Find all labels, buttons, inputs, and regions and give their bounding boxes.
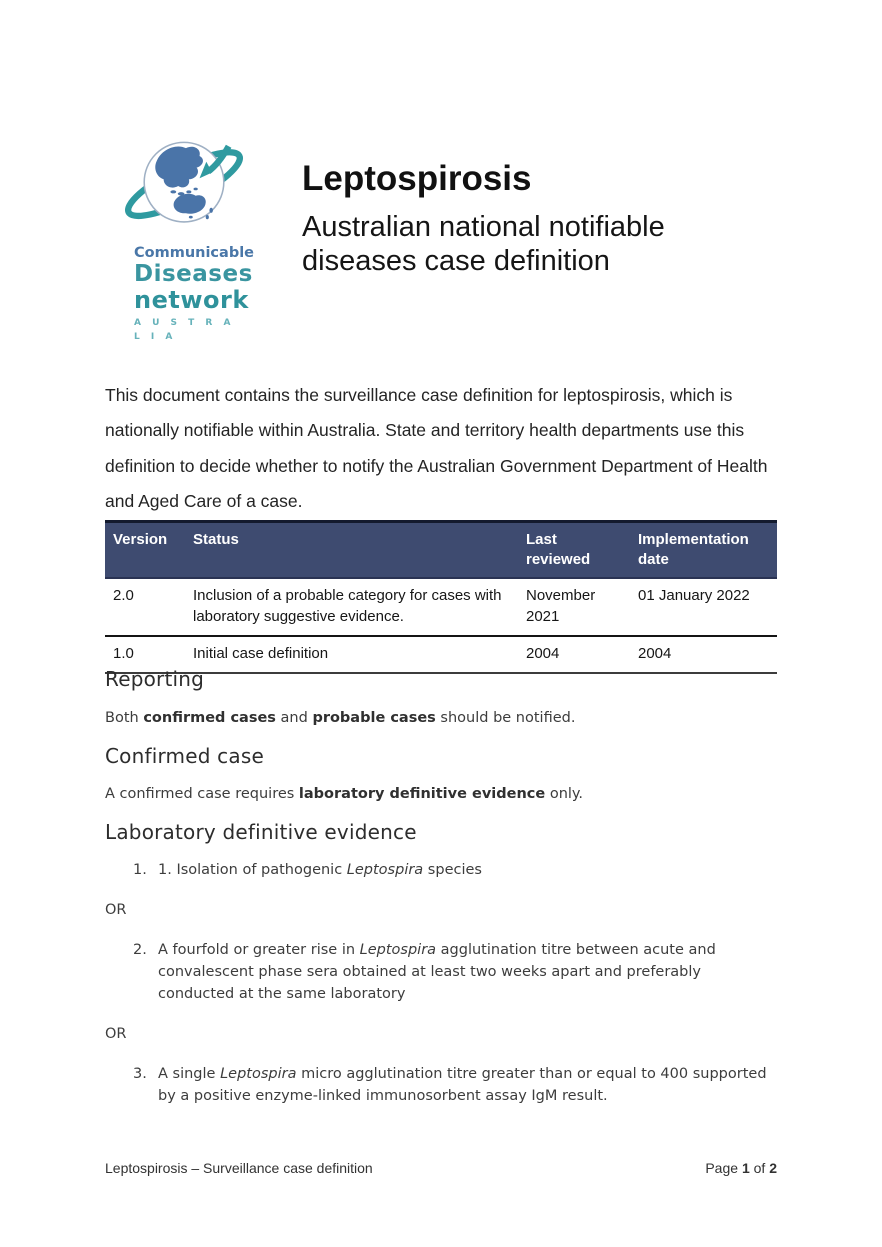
confirmed-bold-lab-definitive-evidence: laboratory definitive evidence <box>298 786 546 802</box>
footer-of-word: of <box>753 1160 766 1176</box>
list-item <box>105 939 781 1005</box>
section-heading-confirmed-case: Confirmed case <box>105 744 264 768</box>
document-header <box>118 133 665 344</box>
globe-swoosh-icon <box>118 133 250 241</box>
reporting-text-1: Both <box>105 710 144 726</box>
cdna-logo <box>118 133 255 344</box>
cell-status: Initial case definition <box>185 636 518 673</box>
logo-word-australia: A U S T R A L I A <box>134 318 235 342</box>
title-block <box>302 133 665 344</box>
column-header-status: Status <box>185 522 518 579</box>
column-header-implementation-date: Implementation date <box>630 522 777 579</box>
cell-implementation-date: 01 January 2022 <box>630 578 777 636</box>
table-header-row <box>105 522 777 579</box>
item1-italic-leptospira: Leptospira <box>346 862 424 878</box>
confirmed-case-paragraph <box>105 783 781 805</box>
table-row <box>105 578 777 636</box>
page-title: Leptospirosis <box>302 159 532 198</box>
section-heading-reporting: Reporting <box>105 667 205 691</box>
cell-version: 1.0 <box>105 636 185 673</box>
logo-word-communicable: Communicable <box>134 245 255 261</box>
confirmed-text-2: only. <box>545 786 584 802</box>
reporting-paragraph <box>105 707 781 729</box>
section-heading-lab-definitive-evidence: Laboratory definitive evidence <box>105 820 417 844</box>
cell-last-reviewed: November 2021 <box>518 578 630 636</box>
logo-word-network: network <box>134 286 249 314</box>
cell-last-reviewed: 2004 <box>518 636 630 673</box>
page-subtitle-line-1: Australian national notifiable <box>302 211 665 243</box>
list-item-text <box>158 1063 781 1107</box>
footer-page-indicator <box>705 1160 777 1176</box>
list-item-number: 2. <box>133 942 147 958</box>
reporting-bold-probable-cases: probable cases <box>312 710 436 726</box>
column-header-last-reviewed: Last reviewed <box>518 522 630 579</box>
or-separator: OR <box>105 902 127 918</box>
list-item <box>105 859 781 881</box>
footer-total-pages: 2 <box>769 1160 777 1176</box>
item3-italic-leptospira: Leptospira <box>220 1066 297 1082</box>
footer-page-word: Page <box>705 1160 739 1176</box>
confirmed-text-1: A confirmed case requires <box>105 786 299 802</box>
cell-implementation-date: 2004 <box>630 636 777 673</box>
reporting-text-2: and <box>275 710 313 726</box>
page-subtitle-line-2: diseases case definition <box>302 245 610 277</box>
cdna-logo-wordmark <box>118 245 255 344</box>
item3-text-2: micro agglutination titre greater than or equal to 400 supported by a positive enzyme-linked immunosorbent assay IgM result. <box>158 1066 767 1104</box>
item1-text-1: 1. Isolation of pathogenic <box>158 862 347 878</box>
reporting-text-3: should be notified. <box>435 710 576 726</box>
cell-version: 2.0 <box>105 578 185 636</box>
list-item-number: 1. <box>133 862 147 878</box>
list-item-text <box>158 859 482 881</box>
cell-status: Inclusion of a probable category for cases with laboratory suggestive evidence. <box>185 578 518 636</box>
item1-text-2: species <box>423 862 482 878</box>
footer-page-number: 1 <box>741 1160 750 1176</box>
list-item <box>105 1063 781 1107</box>
document-body <box>105 648 781 1107</box>
intro-paragraph: This document contains the surveillance case definition for leptospirosis, which is nationally notifiable within Australia. State and territory health departments use this definition to decide whether to notify the Australian Government Department of Health and Aged Care of a case. <box>105 384 768 512</box>
list-item-number: 3. <box>133 1066 147 1082</box>
page-subtitle <box>302 210 665 278</box>
reporting-bold-confirmed-cases: confirmed cases <box>143 710 276 726</box>
list-item-text <box>158 939 781 1005</box>
item3-text-1: A single <box>158 1066 221 1082</box>
item2-text-1: A fourfold or greater rise in <box>158 942 360 958</box>
logo-word-diseases: Diseases <box>134 261 253 287</box>
column-header-version: Version <box>105 522 185 579</box>
item2-italic-leptospira: Leptospira <box>359 942 437 958</box>
page-footer <box>105 1160 777 1176</box>
or-separator: OR <box>105 1026 127 1042</box>
item2-text-2: agglutination titre between acute and convalescent phase sera obtained at least two weeks apart and preferably conducted at the same laboratory <box>158 942 716 1002</box>
footer-document-title: Leptospirosis – Surveillance case definition <box>105 1160 373 1176</box>
